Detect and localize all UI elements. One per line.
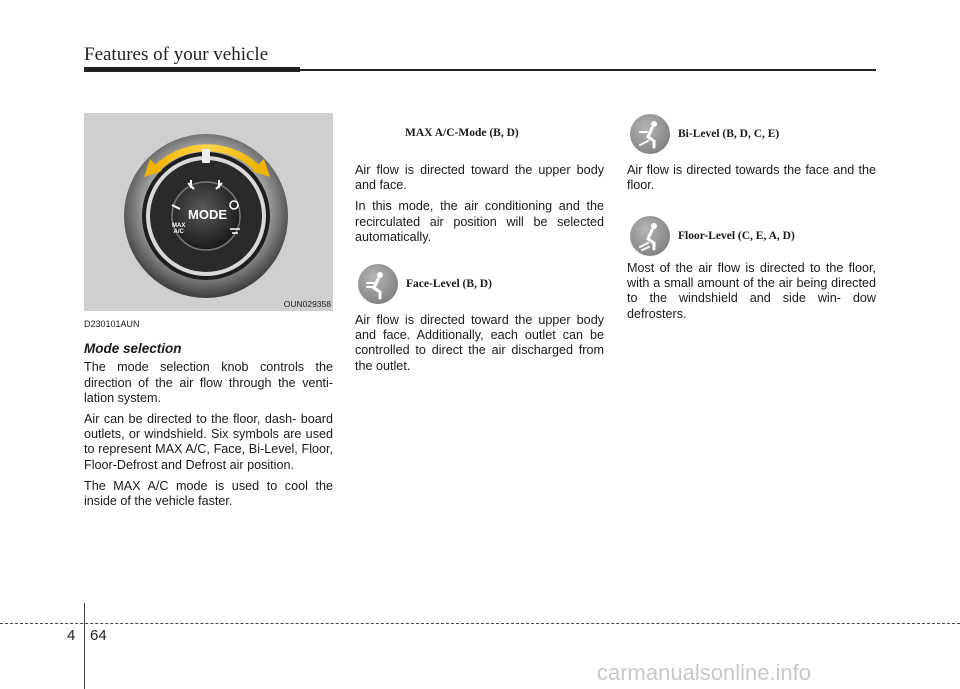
knob-ac-label: A/C — [173, 229, 184, 235]
paragraph: Air flow is directed towards the face and the floor. — [627, 163, 876, 193]
face-level-heading-text: Face-Level (B, D) — [406, 278, 492, 290]
footer-rule — [0, 623, 960, 624]
bi-level-heading-text: Bi-Level (B, D, C, E) — [678, 128, 780, 140]
page-number: 64 — [90, 627, 107, 644]
figure-code: OUN029358 — [283, 299, 331, 309]
bi-level-vent-icon — [630, 114, 670, 154]
paragraph: Air flow is directed toward the upper body and face. — [355, 163, 604, 193]
floor-level-heading — [630, 216, 795, 256]
column-2-lower — [355, 313, 604, 380]
header-rule-thick — [84, 67, 300, 72]
floor-level-heading-text: Floor-Level (C, E, A, D) — [678, 230, 795, 242]
page-header-title: Features of your vehicle — [84, 44, 269, 65]
paragraph: Air can be directed to the floor, dash- board outlets, or windshield. Six symbols are used to represent MAX A/C, Face, Bi-Level, Floor, Floor-Defrost and Defrost air position. — [84, 412, 333, 472]
max-ac-heading: MAX A/C-Mode (B, D) — [405, 127, 519, 139]
paragraph: The mode selection knob controls the direction of the air flow through the venti- lation system. — [84, 360, 333, 405]
face-level-vent-icon — [358, 264, 398, 304]
column-2-upper — [355, 163, 604, 251]
paragraph: The MAX A/C mode is used to cool the inside of the vehicle faster. — [84, 478, 333, 509]
face-level-heading — [358, 264, 492, 304]
paragraph: Most of the air flow is directed to the floor, with a small amount of the air being directed to the windshield and side win- dow defrosters. — [627, 261, 876, 321]
chapter-number: 4 — [67, 627, 76, 644]
knob-mode-label: MODE — [188, 207, 227, 222]
paragraph: Air flow is directed toward the upper body and face. Additionally, each outlet can be controlled to direct the air discharged from the outlet. — [355, 313, 604, 373]
watermark: carmanualsonline.info — [597, 660, 812, 685]
knob-max-ac-label — [172, 223, 185, 235]
column-3-lower — [627, 261, 876, 328]
column-3-upper — [627, 163, 876, 199]
section-heading: Mode selection — [84, 341, 182, 357]
bi-level-heading — [630, 114, 779, 154]
floor-level-vent-icon — [630, 216, 670, 256]
paragraph: In this mode, the air conditioning and the recirculated air position will be selected automatically. — [355, 199, 604, 244]
header-rule-thin — [300, 69, 876, 71]
knob-max-label: MAX — [172, 223, 186, 229]
footer-vertical-rule — [84, 603, 85, 689]
mode-knob-figure — [84, 113, 333, 311]
doc-code: D230101AUN — [84, 319, 140, 329]
column-1 — [84, 317, 333, 515]
